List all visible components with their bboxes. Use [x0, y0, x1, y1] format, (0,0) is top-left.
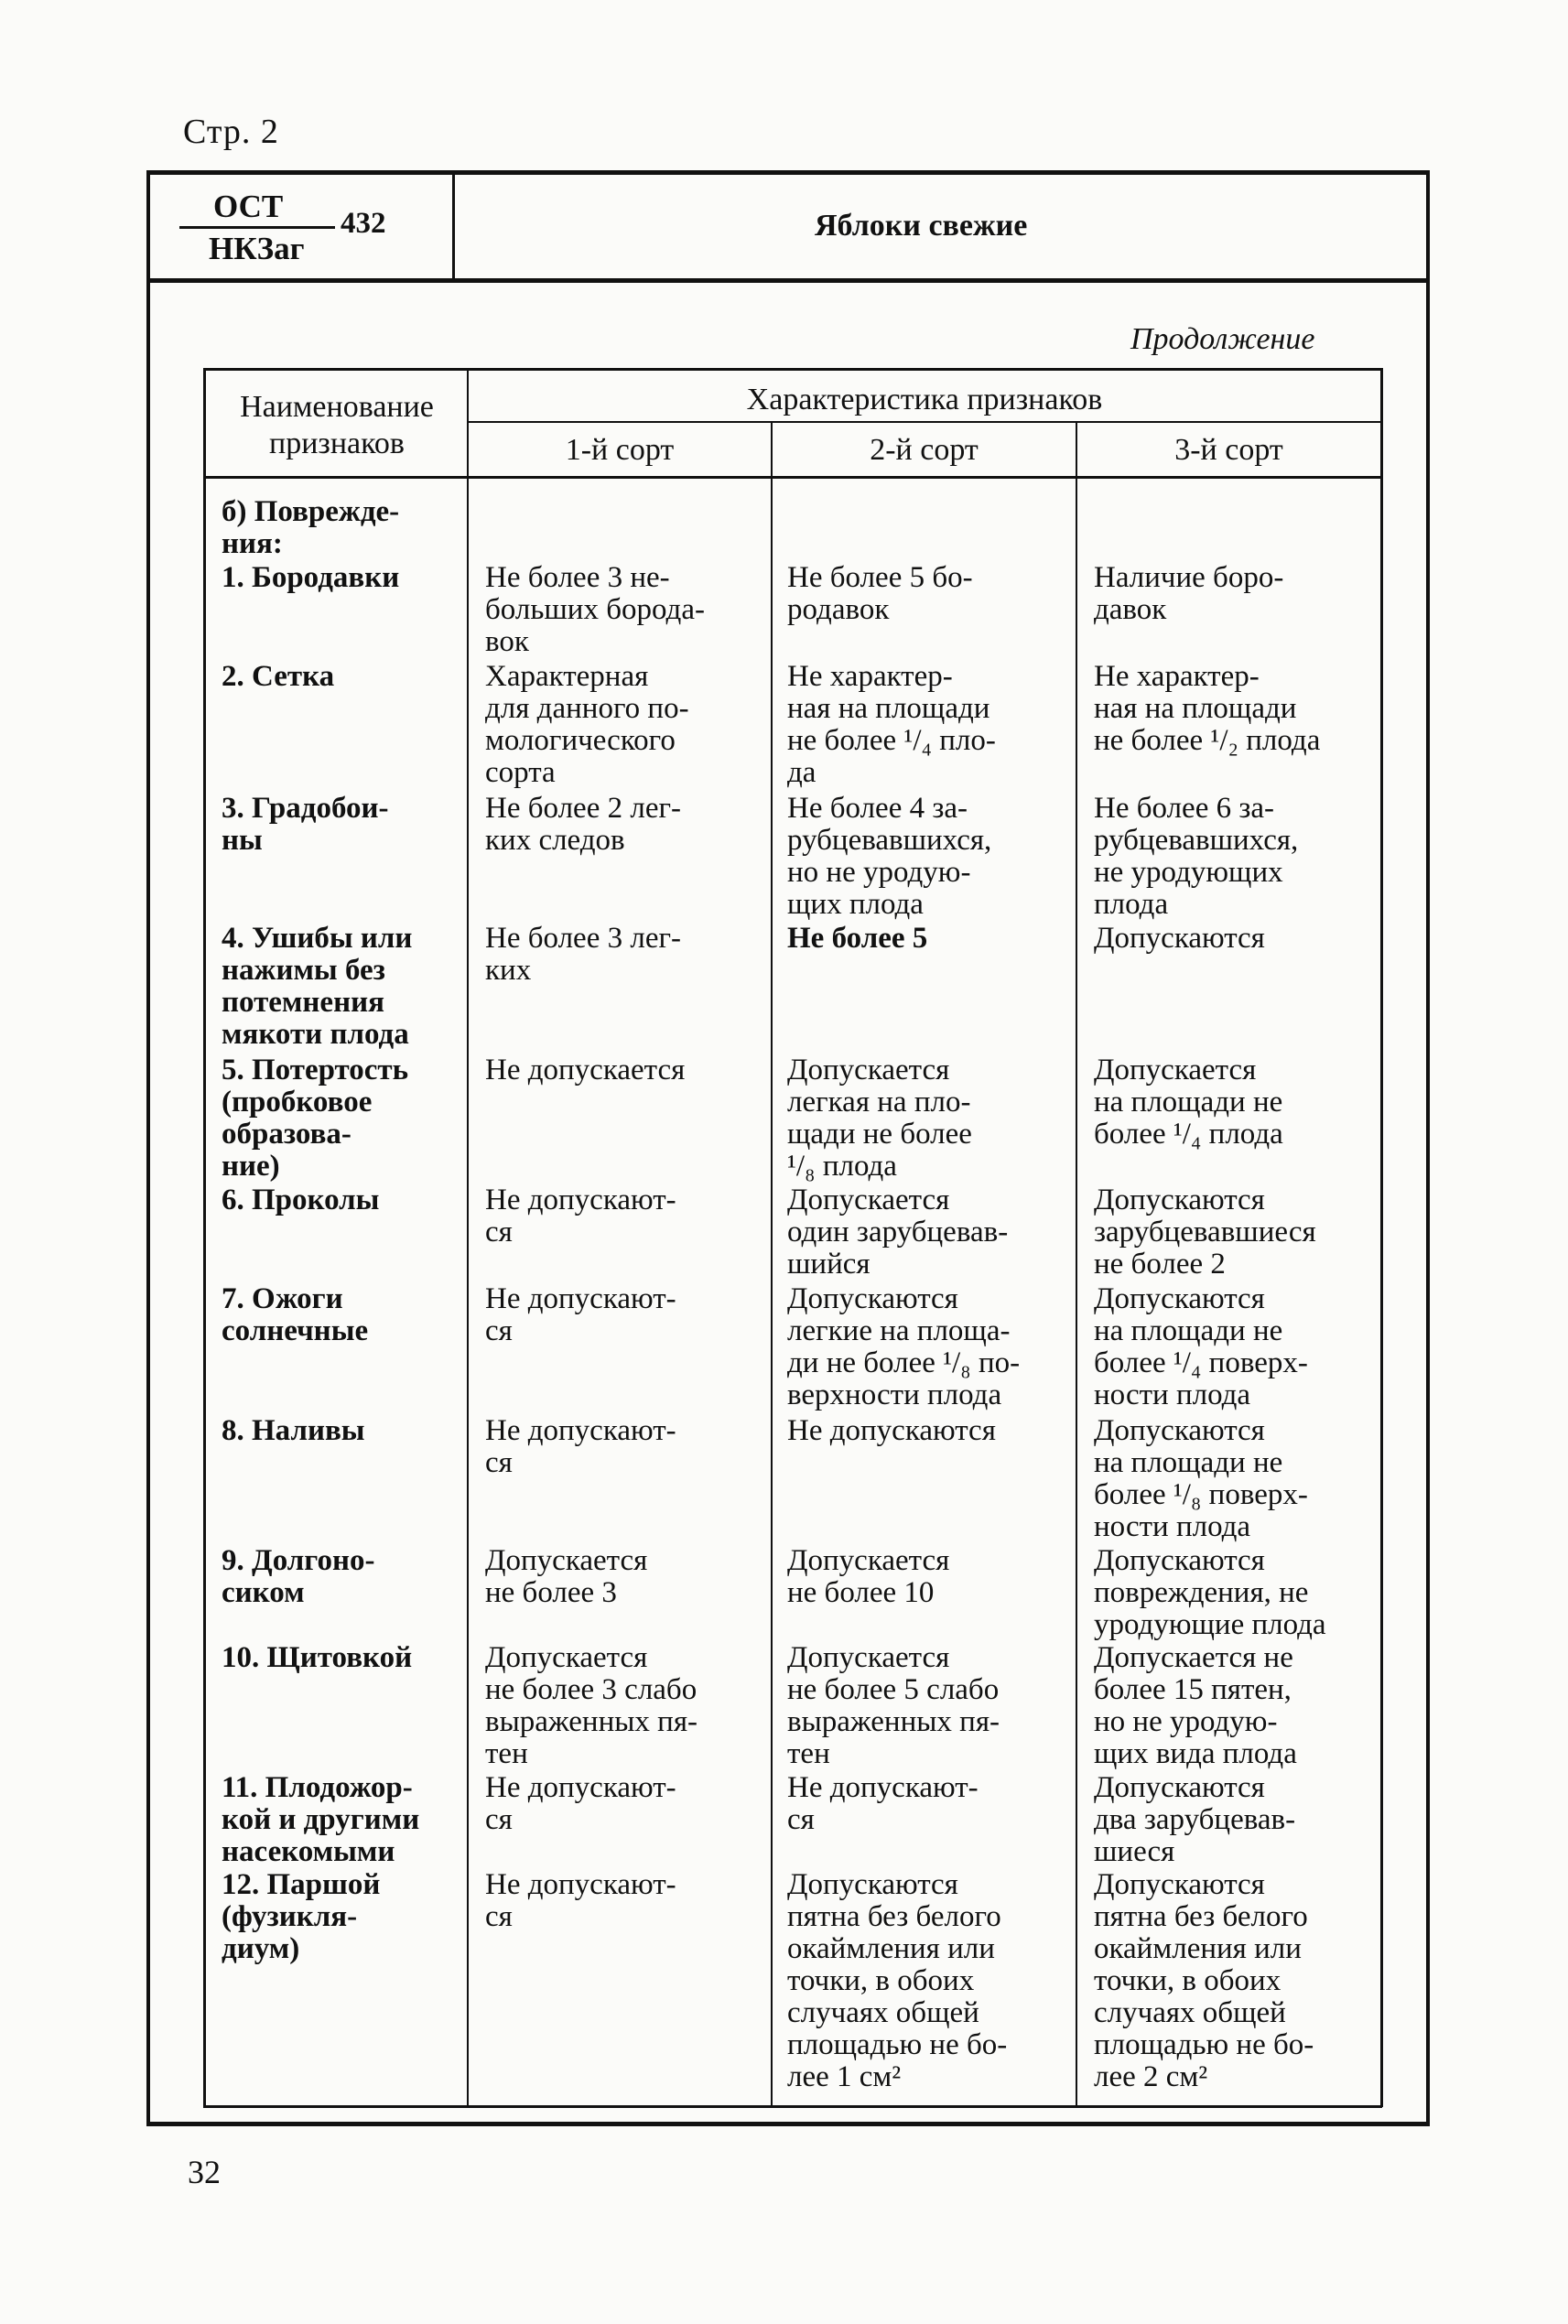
row-grade-3: Допускается не более 15 пятен, но не уродую- щих вида плода	[1094, 1641, 1297, 1770]
row-name: 8. Наливы	[222, 1414, 365, 1447]
row-grade-1: Не более 3 не- больших борода- вок	[485, 561, 705, 658]
header-grade-3: 3-й сорт	[1174, 433, 1283, 467]
row-name: 12. Паршой (фузикля- диум)	[222, 1868, 381, 1965]
row-name: 11. Плодожор- кой и другими насекомыми	[222, 1771, 420, 1868]
row-grade-2: Не более 5	[787, 922, 928, 955]
row-grade-2: Не допускаются	[787, 1414, 996, 1447]
row-grade-2: Допускаются легкие на площа- ди не более ¹/₈ по- верхности плода	[787, 1282, 1021, 1411]
header-characteristics: Характеристика признаков	[746, 383, 1103, 416]
row-grade-1: Не допускают- ся	[485, 1184, 676, 1248]
table-top-line	[203, 368, 1382, 371]
standard-code-bottom: НКЗаг	[209, 231, 305, 266]
row-name: 9. Долгоно- сиком	[222, 1544, 375, 1609]
row-name: 1. Бородавки	[222, 561, 400, 594]
row-grade-1: Допускается не более 3 слабо выраженных пя- тен	[485, 1641, 697, 1770]
row-grade-3: Допускаются	[1094, 922, 1265, 955]
row-grade-1: Не допускается	[485, 1054, 686, 1086]
row-grade-2: Допускается не более 5 слабо выраженных пя- тен	[787, 1641, 1000, 1770]
row-grade-3: Не более 6 за- рубцевавшихся, не уродующих плода	[1094, 792, 1299, 921]
row-grade-2: Допускается легкая на пло- щади не более ¹/₈ плода	[787, 1054, 972, 1183]
standard-code-top: ОСТ	[213, 189, 284, 224]
table-col3-line	[1076, 423, 1077, 2107]
group-header-line	[469, 421, 1382, 423]
row-grade-3: Допускаются повреждения, не уродующие плода	[1094, 1544, 1326, 1641]
table-right-line	[1380, 368, 1383, 2107]
row-grade-3: Допускается на площади не более ¹/₄ плода	[1094, 1054, 1283, 1151]
frame-left-line	[146, 170, 150, 2126]
page-label-top: Стр. 2	[183, 113, 279, 151]
row-grade-1: Не допускают- ся	[485, 1771, 676, 1836]
row-name: 6. Проколы	[222, 1184, 380, 1216]
row-name: 5. Потертость (пробковое образова- ние)	[222, 1054, 409, 1183]
table-header-bottom-line	[203, 476, 1382, 479]
row-name: 2. Сетка	[222, 660, 335, 693]
row-grade-1: Не более 3 лег- ких	[485, 922, 681, 987]
row-grade-3: Допускаются два зарубцевав- шиеся	[1094, 1771, 1296, 1868]
header-bottom-line	[146, 278, 1430, 283]
row-grade-3: Допускаются зарубцевавшиеся не более 2	[1094, 1184, 1316, 1281]
table-bottom-line	[203, 2105, 1382, 2108]
row-grade-3: Допускаются пятна без белого окаймления или точки, в обоих случаях общей площадью не бо- лее 2 см²	[1094, 1868, 1314, 2093]
table-col2-line	[771, 423, 773, 2107]
row-grade-3: Наличие боро- давок	[1094, 561, 1284, 626]
row-grade-2: Не допускают- ся	[787, 1771, 979, 1836]
standard-code-bar	[179, 226, 335, 229]
header-divider	[452, 175, 455, 278]
continuation-label: Продолжение	[1130, 322, 1315, 356]
row-grade-1: Не допускают- ся	[485, 1868, 676, 1933]
row-name: 3. Градобои- ны	[222, 792, 389, 857]
frame-top-line	[146, 170, 1430, 175]
row-grade-1: Допускается не более 3	[485, 1544, 648, 1609]
row-grade-1: Характерная для данного по- мологического сорта	[485, 660, 689, 789]
row-grade-3: Не характер- ная на площади не более ¹/₂ плода	[1094, 660, 1321, 757]
row-grade-2: Допускаются пятна без белого окаймления или точки, в обоих случаях общей площадью не бо- лее 1 см²	[787, 1868, 1008, 2093]
header-grade-1: 1-й сорт	[565, 433, 675, 467]
section-title: б) Поврежде- ния:	[222, 495, 400, 560]
row-grade-2: Допускается не более 10	[787, 1544, 950, 1609]
document-title: Яблоки свежие	[815, 209, 1028, 243]
row-grade-1: Не допускают- ся	[485, 1414, 676, 1479]
row-name: 4. Ушибы или нажимы без потемнения мякоти плода	[222, 922, 413, 1051]
row-grade-3: Допускаются на площади не более ¹/₈ поверх- ности плода	[1094, 1414, 1308, 1543]
header-grade-2: 2-й сорт	[870, 433, 979, 467]
page-number-bottom: 32	[188, 2154, 221, 2190]
row-grade-2: Допускается один зарубцевав- шийся	[787, 1184, 1009, 1281]
standard-number: 432	[341, 207, 386, 240]
row-name: 10. Щитовкой	[222, 1641, 413, 1674]
row-grade-2: Не более 4 за- рубцевавшихся, но не уродую- щих плода	[787, 792, 992, 921]
row-grade-2: Не характер- ная на площади не более ¹/₄ пло- да	[787, 660, 996, 789]
row-grade-1: Не допускают- ся	[485, 1282, 676, 1347]
row-name: 7. Ожоги солнечные	[222, 1282, 369, 1347]
row-grade-1: Не более 2 лег- ких следов	[485, 792, 681, 857]
frame-right-line	[1426, 170, 1430, 2126]
table-left-line	[203, 368, 206, 2107]
row-grade-2: Не более 5 бо- родавок	[787, 561, 973, 626]
row-grade-3: Допускаются на площади не более ¹/₄ поверх- ности плода	[1094, 1282, 1308, 1411]
header-feature-name: Наименование признаков	[240, 390, 434, 460]
table-col1-line	[467, 368, 469, 2107]
frame-bottom-line	[146, 2122, 1430, 2126]
